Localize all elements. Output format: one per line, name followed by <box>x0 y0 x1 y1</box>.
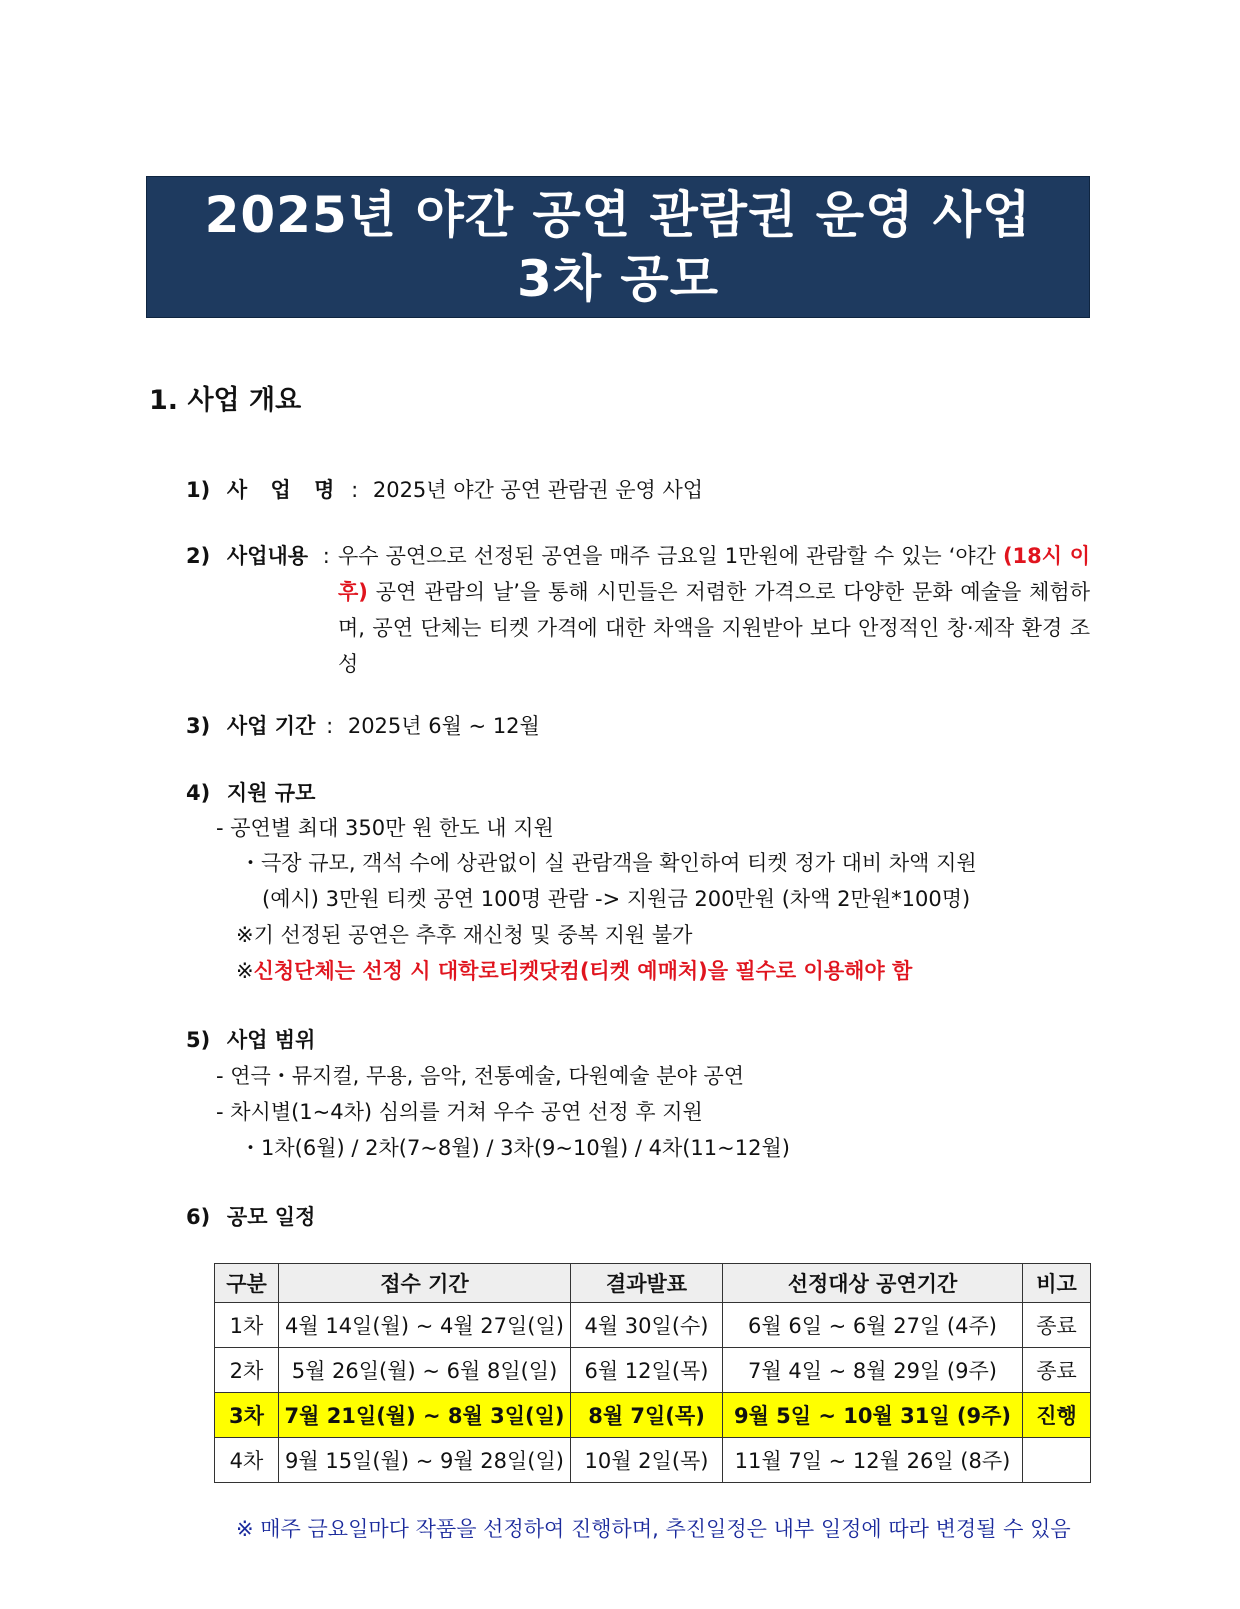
cell-remarks: 종료 <box>1023 1303 1091 1348</box>
item-label: 공모 일정 <box>226 1205 316 1229</box>
support-line-3: (예시) 3만원 티켓 공연 100명 관람 -> 지원금 200만원 (차액 2만원*100명) <box>262 887 971 911</box>
table-header-row <box>215 1264 1091 1303</box>
item-number: 2) <box>186 544 211 568</box>
content-text-b: 공연 관람의 날’을 통해 시민들은 저렴한 가격으로 다양한 문화 예술을 체험하며, 공연 단체는 티켓 가격에 대한 차액을 지원받아 보다 안정적인 창·제작 환경 조성 <box>338 580 1090 676</box>
scope-line-2: - 차시별(1~4차) 심의를 거쳐 우수 공연 선정 후 지원 <box>216 1100 703 1124</box>
support-required-notice: 신청단체는 선정 시 대학로티켓닷컴(티켓 예매처)을 필수로 이용해야 함 <box>253 959 913 983</box>
header-performance-period: 선정대상 공연기간 <box>723 1264 1023 1303</box>
item-number: 3) <box>186 714 211 738</box>
header-application-period: 접수 기간 <box>279 1264 571 1303</box>
cell-application-period: 5월 26일(월) ~ 6월 8일(일) <box>279 1348 571 1393</box>
cell-application-period: 7월 21일(월) ~ 8월 3일(일) <box>279 1393 571 1438</box>
cell-category: 2차 <box>215 1348 279 1393</box>
support-line-4: ※기 선정된 공연은 추후 재신청 및 중복 지원 불가 <box>236 923 693 947</box>
table-row-highlighted <box>215 1393 1091 1438</box>
item-separator: : <box>326 714 334 738</box>
scope-line-3: ・1차(6월) / 2차(7~8월) / 3차(9~10월) / 4차(11~12월) <box>240 1136 790 1160</box>
item-label: 사업 범위 <box>226 1028 316 1052</box>
schedule-footnote: ※ 매주 금요일마다 작품을 선정하여 진행하며, 추진일정은 내부 일정에 따라 변경될 수 있음 <box>236 1517 1071 1541</box>
item-label: 지원 규모 <box>226 781 316 805</box>
item-business-name <box>186 472 703 508</box>
cell-category: 3차 <box>215 1393 279 1438</box>
cell-remarks: 종료 <box>1023 1348 1091 1393</box>
content-text-a: 우수 공연으로 선정된 공연을 매주 금요일 1만원에 관람할 수 있는 ‘야간 <box>338 544 1003 568</box>
header-result-announcement: 결과발표 <box>571 1264 723 1303</box>
item-support-scale-heading <box>186 775 315 811</box>
table-row <box>215 1348 1091 1393</box>
item-value: 2025년 6월 ~ 12월 <box>347 714 540 738</box>
cell-remarks <box>1023 1438 1091 1483</box>
cell-result-date: 8월 7일(목) <box>571 1393 723 1438</box>
cell-category: 4차 <box>215 1438 279 1483</box>
item-separator: : <box>351 478 359 502</box>
section-heading: 1. 사업 개요 <box>149 385 302 416</box>
item-value: 2025년 야간 공연 관람권 운영 사업 <box>372 478 704 502</box>
cell-remarks: 진행 <box>1023 1393 1091 1438</box>
item-business-content-label <box>186 538 330 574</box>
item-business-content-text <box>338 538 1090 682</box>
support-line-1: - 공연별 최대 350만 원 한도 내 지원 <box>216 816 554 840</box>
cell-result-date: 4월 30일(수) <box>571 1303 723 1348</box>
header-remarks: 비고 <box>1023 1264 1091 1303</box>
cell-performance-period: 6월 6일 ~ 6월 27일 (4주) <box>723 1303 1023 1348</box>
schedule-table <box>214 1263 1091 1483</box>
cell-application-period: 4월 14일(월) ~ 4월 27일(일) <box>279 1303 571 1348</box>
item-business-scope-heading <box>186 1022 315 1058</box>
title-line-2: 3차 공모 <box>516 250 720 308</box>
cell-result-date: 6월 12일(목) <box>571 1348 723 1393</box>
cell-performance-period: 9월 5일 ~ 10월 31일 (9주) <box>723 1393 1023 1438</box>
cell-result-date: 10월 2일(목) <box>571 1438 723 1483</box>
item-label: 사업 기간 <box>226 714 316 738</box>
title-banner <box>146 176 1090 318</box>
notice-mark: ※ <box>236 959 254 983</box>
support-line-2: ・극장 규모, 객석 수에 상관없이 실 관람객을 확인하여 티켓 정가 대비 차액 지원 <box>240 851 977 875</box>
cell-performance-period: 11월 7일 ~ 12월 26일 (8주) <box>723 1438 1023 1483</box>
support-line-5 <box>236 953 912 989</box>
table-row <box>215 1438 1091 1483</box>
content-highlight: (18시 이후) <box>338 544 1090 604</box>
item-separator: : <box>322 544 330 568</box>
item-number: 5) <box>186 1028 211 1052</box>
item-number: 6) <box>186 1205 211 1229</box>
scope-line-1: - 연극・뮤지컬, 무용, 음악, 전통예술, 다원예술 분야 공연 <box>216 1064 745 1088</box>
cell-performance-period: 7월 4일 ~ 8월 29일 (9주) <box>723 1348 1023 1393</box>
header-category: 구분 <box>215 1264 279 1303</box>
cell-application-period: 9월 15일(월) ~ 9월 28일(일) <box>279 1438 571 1483</box>
item-label: 사업내용 <box>226 544 309 568</box>
title-line-1: 2025년 야간 공연 관람권 운영 사업 <box>204 186 1032 244</box>
cell-category: 1차 <box>215 1303 279 1348</box>
item-business-period <box>186 708 540 744</box>
item-label: 사 업 명 <box>226 478 343 502</box>
item-number: 1) <box>186 478 211 502</box>
table-row <box>215 1303 1091 1348</box>
item-number: 4) <box>186 781 211 805</box>
item-schedule-heading <box>186 1199 315 1235</box>
